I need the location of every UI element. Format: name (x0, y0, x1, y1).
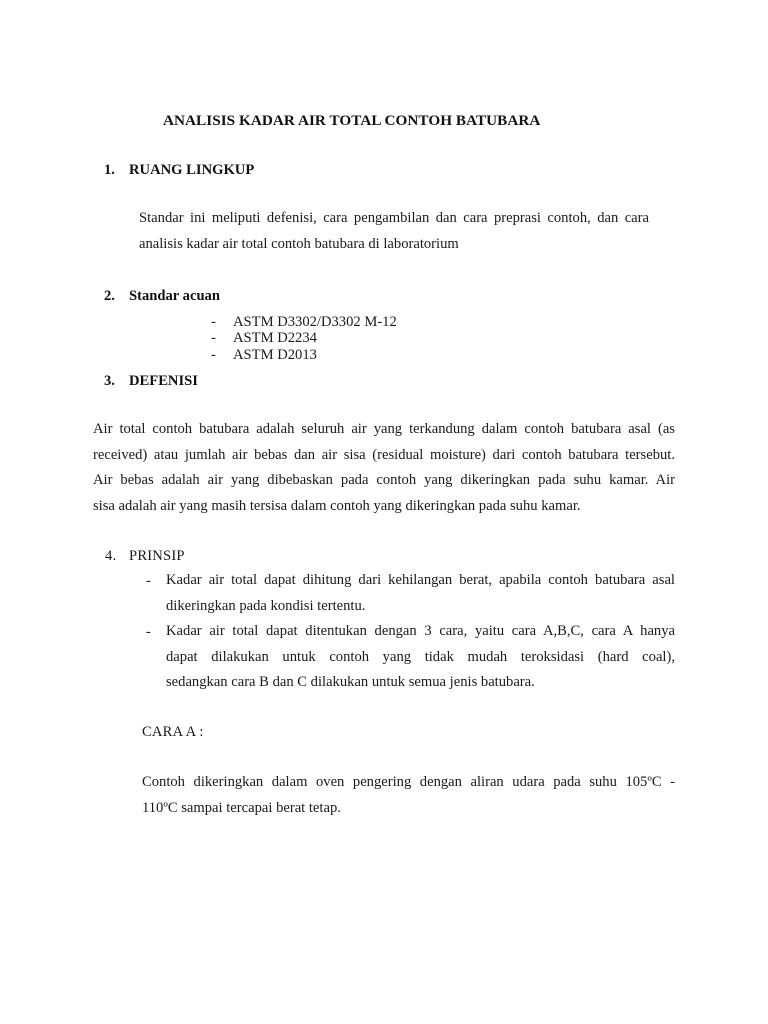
section-paragraph (139, 206, 649, 257)
bullet-dash: - (146, 624, 151, 640)
section-number: 3. (104, 373, 115, 389)
paragraph-line: 110ºC sampai tercapai berat tetap. (142, 799, 341, 816)
paragraph-line: sedangkan cara B dan C dilakukan untuk semua jenis batubara. (166, 674, 535, 691)
paragraph-line: received) atau jumlah air bebas dan air sisa (residual moisture) dari contoh batubara tersebut. (93, 446, 675, 463)
reference-text: ASTM D2013 (233, 347, 317, 363)
paragraph-line: analisis kadar air total contoh batubara di laboratorium (139, 235, 459, 252)
section-number: 1. (104, 162, 115, 178)
section-paragraph (93, 417, 675, 519)
paragraph-line: Contoh dikeringkan dalam oven pengering dengan aliran udara pada suhu 105ºC - (142, 774, 675, 790)
paragraph-line: Air bebas adalah air yang dibebaskan pada contoh yang dikeringkan pada suhu kamar. Air (93, 472, 675, 489)
reference-text: ASTM D2234 (233, 330, 317, 346)
paragraph-line: Standar ini meliputi defenisi, cara pengambilan dan cara preprasi contoh, dan cara (139, 210, 649, 226)
section-heading: RUANG LINGKUP (129, 162, 255, 178)
section-number: 2. (104, 288, 115, 304)
subsection-heading: CARA A : (142, 724, 204, 740)
bullet-dash: - (211, 314, 216, 330)
principle-text (166, 568, 675, 619)
principle-text (166, 619, 675, 696)
document-title: ANALISIS KADAR AIR TOTAL CONTOH BATUBARA (163, 112, 541, 129)
paragraph-line: Air total contoh batubara adalah seluruh air yang terkandung dalam contoh batubara asal (as (93, 421, 675, 437)
section-heading: Standar acuan (129, 288, 220, 304)
section-number: 4. (105, 548, 117, 564)
bullet-dash: - (146, 573, 151, 589)
paragraph-line: dikeringkan pada kondisi tertentu. (166, 597, 366, 614)
paragraph-line: Kadar air total dapat dihitung dari kehilangan berat, apabila contoh batubara asal (166, 572, 675, 588)
paragraph-line: Kadar air total dapat ditentukan dengan 3 cara, yaitu cara A,B,C, cara A hanya (166, 623, 675, 639)
bullet-dash: - (211, 347, 216, 363)
reference-text: ASTM D3302/D3302 M-12 (233, 314, 397, 330)
subsection-paragraph (142, 770, 675, 821)
bullet-dash: - (211, 330, 216, 346)
paragraph-line: dapat dilakukan untuk contoh yang tidak mudah teroksidasi (hard coal), (166, 648, 675, 665)
section-heading: DEFENISI (129, 373, 198, 389)
paragraph-line: sisa adalah air yang masih tersisa dalam contoh yang dikeringkan pada suhu kamar. (93, 497, 581, 514)
section-heading: PRINSIP (129, 548, 185, 564)
